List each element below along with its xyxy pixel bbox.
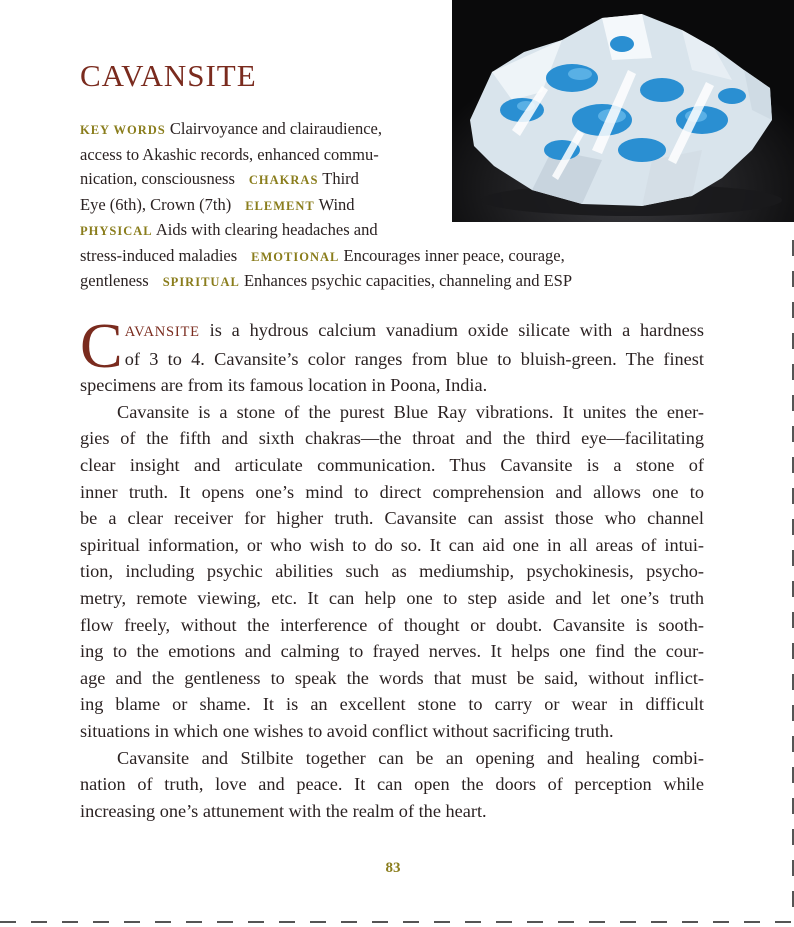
text-line: spiritual information, or who wish to do so. It can aid one in all areas of intui- (80, 534, 704, 555)
key-words-text-2: access to Akashic records, enhanced commu- (80, 144, 379, 164)
chakras-text-1: Third (322, 169, 359, 188)
properties-line-4 (80, 193, 572, 219)
text-line: AVANSITE is a hydrous calcium vanadium oxide silicate with a hardness (124, 320, 704, 340)
spiritual-value: Enhances psychic capacities, channeling and ESP (243, 271, 572, 290)
drop-cap: C (80, 310, 123, 381)
text-line: metry, remote viewing, etc. It can help one to step aside and let one’s truth (80, 587, 704, 608)
key-words-text-3: nication, consciousness (80, 169, 235, 188)
text-line: specimens are from its famous location in Poona, India. (80, 375, 488, 396)
properties-line-7 (80, 269, 572, 295)
emotional-label: EMOTIONAL (251, 249, 340, 264)
text-line: flow freely, without the interference of thought or doubt. Cavansite is sooth- (80, 614, 704, 635)
text-line: ing blame or shame. It is an excellent stone to carry or wear in difficult (80, 694, 704, 715)
text-line: nation of truth, love and peace. It can open the doors of perception while (80, 774, 704, 795)
text-line: Cavansite is a stone of the purest Blue Ray vibrations. It unites the ener- (117, 401, 704, 422)
emotional-text-1: Encourages inner peace, courage, (343, 245, 565, 265)
properties-line-3 (80, 167, 572, 193)
paragraph-1 (80, 310, 704, 399)
text-line: increasing one’s attunement with the realm of the heart. (80, 800, 487, 821)
text-line: situations in which one wishes to avoid conflict without sacrificing truth. (80, 720, 614, 741)
text-line: inner truth. It opens one’s mind to direct comprehension and allows one to (80, 481, 704, 502)
properties-line-2 (80, 143, 572, 168)
properties-line-1 (80, 117, 572, 143)
key-words-label: KEY WORDS (80, 123, 166, 137)
text-line: tion, including psychic abilities such as mediumship, psychokinesis, psycho- (80, 561, 704, 582)
page-number: 83 (385, 860, 401, 876)
text-line: ing to the emotions and calming to frayed nerves. It helps one find the cour- (80, 641, 704, 662)
text-line: gies of the fifth and sixth chakras—the throat and the third eye—facilitating (80, 428, 704, 449)
paragraph-3 (80, 745, 704, 825)
cut-line-bottom (0, 921, 794, 923)
physical-label: PHYSICAL (80, 224, 153, 238)
chakras-text-2: Eye (6th), Crown (7th) (80, 194, 232, 214)
key-words-text-1: Clairvoyance and clairaudience, (169, 119, 382, 138)
emotional-text-2: gentleness (80, 271, 149, 290)
body-text (80, 310, 704, 824)
spiritual-label: SPIRITUAL (162, 275, 240, 289)
paragraph-2 (80, 399, 704, 745)
lead-smallcaps: AVANSITE (124, 324, 200, 340)
text-line: be a clear receiver for higher truth. Cavansite can assist those who channel (80, 508, 704, 529)
page-title: CAVANSITE (80, 58, 257, 93)
chakras-label: CHAKRAS (248, 173, 319, 187)
stone-properties (80, 117, 572, 295)
properties-line-5 (80, 218, 572, 244)
element-label: ELEMENT (245, 198, 315, 213)
text-line: age and the gentleness to speak the words that must be said, without inflict- (80, 667, 704, 688)
element-value: Wind (318, 194, 355, 214)
text-line: of 3 to 4. Cavansite’s color ranges from blue to bluish-green. The finest (124, 348, 704, 369)
properties-line-6 (80, 244, 572, 270)
text-line: clear insight and articulate communication. Thus Cavansite is a stone of (80, 454, 704, 475)
text-line: Cavansite and Stilbite together can be an opening and healing combi- (117, 747, 704, 768)
physical-text-2: stress-induced maladies (80, 245, 238, 265)
physical-text-1: Aids with clearing headaches and (155, 220, 378, 239)
